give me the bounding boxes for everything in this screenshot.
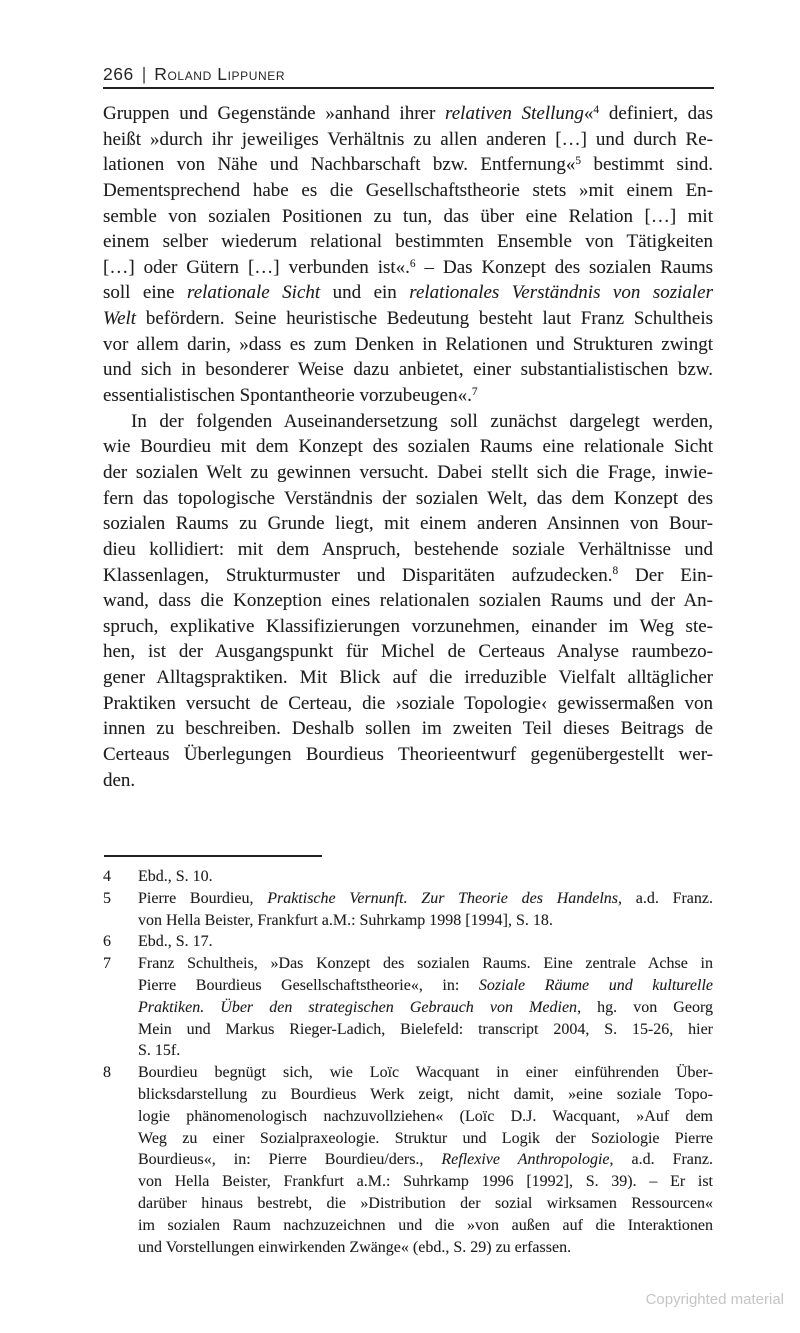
text-line: fern das topologische Verständnis der sozialen Welt, das dem Konzept des (103, 487, 713, 509)
text-line: heißt »durch ihr jeweiliges Verhältnis zu allen anderen […] und durch Re- (103, 128, 713, 150)
footnote-separator-rule (104, 855, 322, 857)
text-line: Welt befördern. Seine heuristische Bedeutung besteht laut Franz Schultheis (103, 308, 713, 330)
text-line: gener Alltagspraktiken. Mit Blick auf die irreduzible Vielfalt alltäglicher (103, 667, 713, 689)
text-line: innen zu beschreiben. Deshalb sollen im zweiten Teil dieses Beitrags de (103, 718, 713, 740)
text-line: Certeaus Überlegungen Bourdieus Theorieentwurf gegenübergestellt wer- (103, 744, 713, 766)
footnote (103, 866, 713, 888)
text-line: Ebd., S. 17. (138, 933, 213, 951)
page-number: 266 (103, 64, 134, 84)
text-line: spruch, explikative Klassifizierungen vorzunehmen, einander im Weg ste- (103, 615, 713, 637)
text-line: wand, dass die Konzeption eines relationalen sozialen Raums und der An- (103, 590, 713, 612)
footnote (103, 931, 713, 953)
text-line: […] oder Gütern […] verbunden ist«.$^6$ – Das Konzept des sozialen Raums (103, 256, 713, 278)
text-line: sozialen Raums zu Grunde liegt, mit einem anderen Ansinnen von Bour- (103, 513, 713, 535)
text-line: logie phänomenologisch nachzuvollziehen« (Loïc D.J. Wacquant, »Auf dem (138, 1107, 713, 1125)
text-line: der sozialen Welt zu gewinnen versucht. Dabei stellt sich die Frage, inwie- (103, 461, 713, 483)
text-line: dieu kollidiert: mit dem Anspruch, bestehende soziale Verhältnisse und (103, 538, 713, 560)
footnote-number: 6 (103, 933, 111, 951)
text-line: S. 15f. (138, 1042, 181, 1060)
header-rule (103, 87, 714, 89)
footnotes (103, 866, 713, 1258)
text-line: In der folgenden Auseinandersetzung soll zunächst dargelegt werden, (131, 410, 713, 432)
paragraph (103, 409, 713, 794)
running-head (103, 64, 713, 85)
footnote-number: 5 (103, 889, 111, 907)
text-line: und sich in besonderer Weise dazu anbietet, einer substantialistischen bzw. (103, 359, 713, 381)
text-line: wie Bourdieu mit dem Konzept des sozialen Raums eine relationale Sicht (103, 436, 713, 458)
text-line: von Hella Beister, Frankfurt a.M.: Suhrkamp 1998 [1994], S. 18. (138, 911, 553, 929)
text-line: Bourdieus«, in: Pierre Bourdieu/ders., Reflexive Anthropologie, a.d. Franz. (138, 1151, 713, 1169)
text-line: und Vorstellungen einwirkenden Zwänge« (ebd., S. 29) zu erfassen. (138, 1238, 572, 1256)
text-line: soll eine relationale Sicht und ein relationales Verständnis von sozialer (103, 282, 713, 304)
text-line: im sozialen Raum nachzuzeichnen und die »von außen auf die Interaktionen (138, 1216, 713, 1234)
text-line: Mein und Markus Rieger-Ladich, Bielefeld: transcript 2004, S. 15-26, hier (138, 1020, 713, 1038)
footnote (103, 953, 713, 1062)
text-line: Ebd., S. 10. (138, 868, 213, 885)
text-line: Gruppen und Gegenstände »anhand ihrer relativen Stellung«$^4$ definiert, das (103, 103, 714, 124)
header-divider: | (141, 64, 147, 84)
text-line: Pierre Bourdieus Gesellschaftstheorie«, in: Soziale Räume und kulturelle (138, 976, 714, 994)
author-name: Roland Lippuner (154, 64, 286, 84)
footnote (103, 888, 713, 932)
text-line: Bourdieu begnügt sich, wie Loïc Wacquant in einer einführenden Über- (138, 1064, 713, 1082)
text-line: Klassenlagen, Strukturmuster und Disparitäten aufzudecken.$^8$ Der Ein- (103, 564, 714, 586)
text-line: lationen von Nähe und Nachbarschaft bzw. Entfernung«$^5$ bestimmt sind. (103, 154, 713, 176)
footnote-number: 8 (103, 1064, 111, 1082)
text-line: Praktiken versucht de Certeau, die ›soziale Topologie‹ gewissermaßen von (103, 692, 713, 714)
footnote-number: 7 (103, 955, 111, 973)
text-line: von Hella Beister, Frankfurt a.M.: Suhrkamp 1996 [1992], S. 39). – Er ist (138, 1173, 713, 1191)
text-line: einem selber wiederum relational bestimmten Ensemble von Tätigkeiten (103, 231, 713, 253)
text-line: darüber hinaus bestrebt, die »Distribution der sozial wirksamen Ressourcen« (138, 1194, 713, 1212)
text-line: vor allem darin, »dass es zum Denken in Relationen und Strukturen zwingt (103, 333, 713, 355)
text-line: Franz Schultheis, »Das Konzept des sozialen Raums. Eine zentrale Achse in (138, 955, 713, 973)
text-line: Praktiken. Über den strategischen Gebrauch von Medien, hg. von Georg (138, 998, 714, 1016)
text-line: essentialistischen Spontantheorie vorzubeugen«.$^7$ (103, 385, 478, 407)
text-line: Weg zu einer Sozialpraxeologie. Struktur und Logik der Soziologie Pierre (138, 1129, 713, 1147)
text-line: semble von sozialen Positionen zu tun, das über eine Relation […] mit (103, 205, 713, 227)
text-line: den. (103, 769, 136, 791)
text-line: hen, ist der Ausgangspunkt für Michel de Certeaus Analyse raumbezo- (103, 641, 713, 663)
text-line: blicksdarstellung zu Bourdieus Werk zeigt, nicht damit, »eine soziale Topo- (138, 1085, 713, 1103)
footnote (103, 1062, 713, 1258)
text-line: Dementsprechend habe es die Gesellschaftstheorie stets »mit einem En- (103, 179, 713, 201)
body-text (103, 101, 713, 793)
paragraph (103, 101, 713, 409)
footnote-number: 4 (103, 868, 111, 885)
copyright-watermark: Copyrighted material (645, 1291, 784, 1308)
text-line: Pierre Bourdieu, Praktische Vernunft. Zur Theorie des Handelns, a.d. Franz. (138, 889, 714, 907)
